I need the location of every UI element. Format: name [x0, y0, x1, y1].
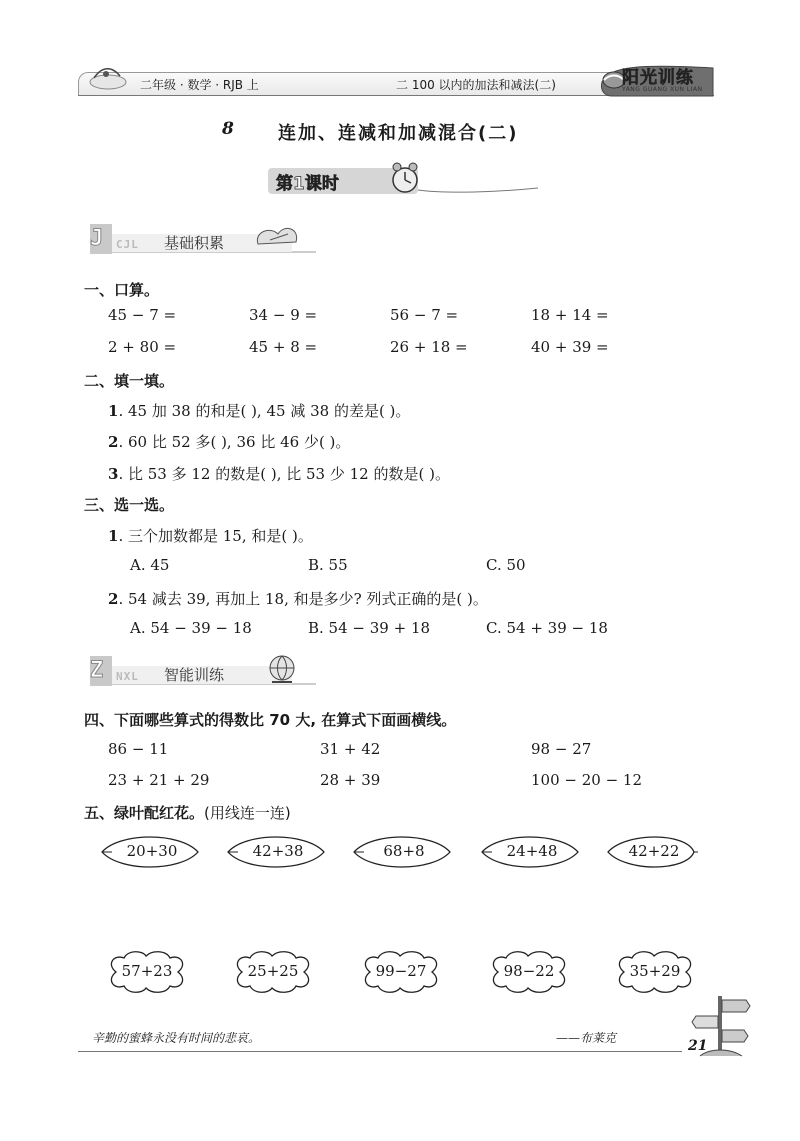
q4-item: 86 − 11: [108, 740, 169, 758]
q2-item-3: [108, 463, 450, 484]
q4-heading: 四、下面哪些算式的得数比 70 大, 在算式下面画横线。: [84, 711, 457, 729]
chapter-title: 连加、连减和加减混合(二): [278, 123, 519, 144]
chapter-number: 8: [222, 119, 234, 139]
flower-expression[interactable]: 99−27: [375, 962, 427, 980]
q1-item: 56 − 7 =: [390, 306, 459, 324]
brand-subtitle: YANG GUANG XUN LIAN: [622, 86, 703, 93]
alarm-clock-icon: [388, 160, 422, 196]
page-number: 21: [688, 1038, 708, 1054]
q5-heading-text: 五、绿叶配红花。: [84, 804, 205, 822]
q4-item: 28 + 39: [320, 771, 381, 789]
q2-item-number: 3: [108, 465, 119, 483]
q1-heading: 一、口算。: [84, 281, 160, 299]
footer-divider: [78, 1051, 682, 1052]
q1-item: 18 + 14 =: [531, 306, 609, 324]
q4-item: 98 − 27: [531, 740, 592, 758]
leaf-expression[interactable]: 68+8: [383, 842, 425, 860]
section-letter: Z: [90, 658, 105, 683]
section-letter: J: [90, 226, 105, 251]
brand-title: 阳光训练: [622, 68, 694, 88]
leaf-expression[interactable]: 20+30: [126, 842, 178, 860]
q1-item: 2 + 80 =: [108, 338, 177, 356]
flower-expression[interactable]: 57+23: [121, 962, 173, 980]
q2-item-1: [108, 400, 410, 421]
flower-expression[interactable]: 25+25: [247, 962, 299, 980]
q3-option: C. 50: [486, 556, 526, 574]
footer-author: ——布莱克: [556, 1031, 617, 1045]
q2-item-text: . 60 比 52 多( ), 36 比 46 少( )。: [118, 433, 351, 451]
q3-item-text: . 54 减去 39, 再加上 18, 和是多少? 列式正确的是( )。: [118, 590, 488, 608]
q3-heading: 三、选一选。: [84, 496, 175, 514]
leaf-expression[interactable]: 24+48: [506, 842, 558, 860]
globe-icon: [262, 652, 302, 686]
flower-expression[interactable]: 98−22: [503, 962, 555, 980]
q3-option: A. 54 − 39 − 18: [130, 619, 252, 637]
q1-item: 45 + 8 =: [249, 338, 318, 356]
q3-item-2: [108, 588, 488, 609]
q4-item: 100 − 20 − 12: [531, 771, 643, 789]
cloud-leaf-decoration-icon: [254, 220, 302, 252]
q2-item-text: . 比 53 多 12 的数是( ), 比 53 少 12 的数是( )。: [118, 465, 450, 483]
leaf-expression[interactable]: 42+38: [252, 842, 304, 860]
q1-item: 26 + 18 =: [390, 338, 468, 356]
lesson-label: 第1课时: [276, 174, 339, 194]
q3-item-number: 2: [108, 590, 119, 608]
q2-item-number: 2: [108, 433, 119, 451]
q3-option: A. 45: [130, 556, 170, 574]
q3-option: C. 54 + 39 − 18: [486, 619, 608, 637]
q3-item-number: 1: [108, 527, 119, 545]
q3-option: B. 54 − 39 + 18: [308, 619, 431, 637]
q2-item-text: . 45 加 38 的和是( ), 45 减 38 的差是( )。: [118, 402, 411, 420]
q2-item-2: [108, 431, 350, 452]
q3-item-text: . 三个加数都是 15, 和是( )。: [118, 527, 313, 545]
leaf-expression[interactable]: 42+22: [628, 842, 680, 860]
q1-item: 45 − 7 =: [108, 306, 177, 324]
header-unit-title: 二 100 以内的加法和减法(二): [396, 78, 556, 92]
dragonfly-icon: [86, 60, 130, 96]
q4-item: 23 + 21 + 29: [108, 771, 210, 789]
q1-item: 34 − 9 =: [249, 306, 318, 324]
q2-heading: 二、填一填。: [84, 372, 175, 390]
flower-expression[interactable]: 35+29: [629, 962, 681, 980]
header-grade-subject: 二年级 · 数学 · RJB 上: [140, 78, 259, 92]
q5-note: (用线连一连): [204, 804, 291, 822]
section-title-basic: 基础积累: [164, 234, 225, 252]
footer-quote: 辛勤的蜜蜂永没有时间的悲哀。: [92, 1031, 261, 1045]
section-code-basic: CJL: [116, 238, 139, 251]
section-title-smart: 智能训练: [164, 666, 225, 684]
section-code-smart: NXL: [116, 670, 139, 683]
q2-item-number: 1: [108, 402, 119, 420]
q1-item: 40 + 39 =: [531, 338, 609, 356]
q4-item: 31 + 42: [320, 740, 381, 758]
q5-heading: [84, 802, 291, 823]
q3-option: B. 55: [308, 556, 348, 574]
q3-item-1: [108, 525, 313, 546]
